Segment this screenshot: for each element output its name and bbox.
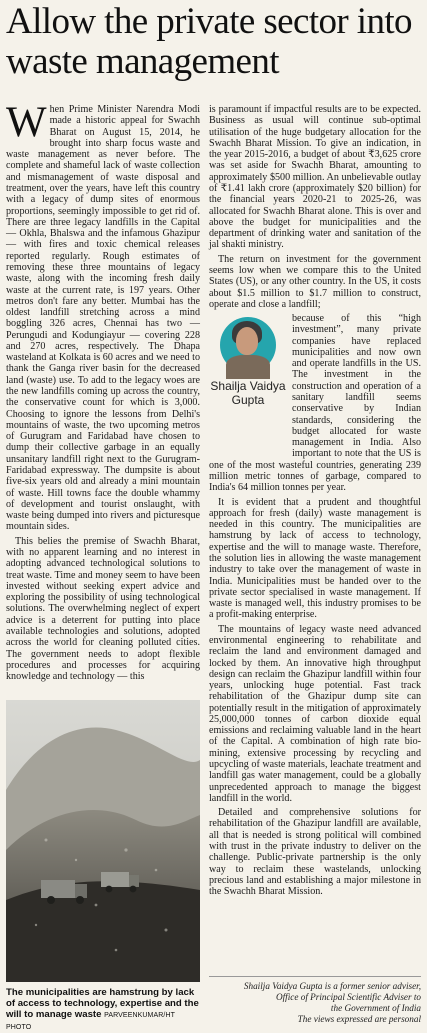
paragraph-4: The return on investment for the government seems low when we compare this to the United States (US), or any other country. In the US, it costs about $1.5 million to $1.7 million to construct, operate and close a landfill; (209, 253, 421, 310)
paragraph-5: because of this “high investment”, many private companies have replaced municipalities and now own and operate landfills in the US. The investment in the construction and operation of a sanitary landfill seems conservative by Indian standards, considering the budget allocated for waste management in India. Also important to note that the US is one of the most wasteful countries, generating 239 million metric tonnes of garbage, compared to India's 64 million tonnes per year. (209, 313, 421, 494)
paragraph-7: The mountains of legacy waste need advanced environmental engineering to rehabilitate and reclaim the land and environment damaged and locked by them. An innovative high throughput design can reclaim the Ghazipur landfill within four years, unlocking huge potential. Fast track rehabilitation of the Ghazipur dump site can potentially result in the mitigation of approximately 25,000,000 tonnes of carbon dioxide equal emissions and reclaiming valuable land in the heart of the Capital. A combination of high rate bio-mining, extensive processing by recycling and upcycling of waste materials, leachate treatment and landfill gas water management, could be a globally unprecedented approach to manage the biggest landfill in the world. (209, 623, 421, 804)
drop-cap: W (6, 99, 47, 146)
right-column (209, 104, 421, 900)
author-portrait (220, 317, 276, 373)
paragraph-2: This belies the premise of Swachh Bharat, with no apparent learning and no interest in adopting advanced technological solutions to treat waste. Time and money seem to have been invested without seeking expert advice and exploring the possibility of using technological solutions. The overwhelming neglect of expert advice is a deterrent for putting into place available technologies and solutions, adopted across the world for cleaning polluted cities. The government needs to adopt flexible procedures and processes for acquiring knowledge and technology — this (6, 535, 200, 683)
author-bio-line: The views expressed are personal (297, 1014, 421, 1024)
author-bio-line: Office of Principal Scientific Adviser to (275, 992, 421, 1002)
paragraph-1-text: hen Prime Minister Narendra Modi made a historic appeal for Swachh Bharat on August 15, 2014, he brought into sharp focus waste and waste management as never before. The complete and shameful lack of waste collection and mismanagement of waste disposal and treatment, over the years, have left this country with a legacy of dump sites of enormous proportions, seemingly impossible to get rid of. There are three legacy landfills in the Capital — Okhla, Bhalswa and the infamous Ghazipur — with fires and toxic chemical releases reported regularly. Rough estimates of removing these three mountains of legacy waste, along with the incoming fresh daily waste at the current rate, is 197 years. Other metros don't fare any better. Mumbai has the oldest landfill stretching across a mind boggling 326 acres, Chennai has two — Perungudi and Kodungiayur — covering 228 and 270 acres, respectively. The Dhapa wasteland at Kolkata is 60 acres and we need to thank the Ganga river basin for the decreased land (waste) use. To add to the legacy woes are the new landfills coming up across the country, the conservative count for which is 3,000. Choosing to ignore the lessons from Delhi's mountains of waste, the two upcoming metros of Gurugram and Faridabad have chosen to dump their collective garbage in an equally unsanitary landfill right next to the Gurugram-Faridabad expressway. The dumpsite is about five-six years old and already a mini mountain of waste. Hill towns face the double whammy of development and tourist onslaught, with waste being dumped into rivers and picturesque mountain sides. (6, 104, 200, 533)
author-name: Shailja Vaidya Gupta (210, 379, 286, 408)
landfill-photo (6, 700, 200, 982)
author-bio (209, 981, 421, 1025)
paragraph-1 (6, 99, 200, 533)
divider (209, 976, 421, 977)
left-column (6, 99, 200, 685)
photo-caption (6, 987, 200, 1033)
author-block (209, 313, 287, 447)
headline: Allow the private sector into waste management (6, 1, 412, 82)
author-bio-line: Shailja Vaidya Gupta is a former senior adviser, (243, 981, 421, 991)
paragraph-6: It is evident that a prudent and thoughtful approach for fresh (daily) waste management is needed in this country. The municipalities are hamstrung by lack of access to technology, expertise and the will to manage waste. Therefore, the solution lies in allowing the waste management industry to take over the management of waste in India. Municipalities must be handed over to the private sector specialised in waste management. If waste is managed well, this industry promises to be a profit-making enterprise. (209, 496, 421, 621)
author-bio-line: the Government of India (330, 1003, 421, 1013)
paragraph-3: is paramount if impactful results are to be expected. Business as usual will continue sub-optimal utilisation of the huge budgetary allocation for the Swachh Bharat Mission. To give an indication, in the year 2015-2016, a budget of about ₹3,625 crore was set aside for Swachh Bharat, amounting to approximately $500 million. An unbelievable outlay of ₹1.41 lakh crore (approximately $20 billion) for the financial years 2020-21 to 2025-26, was allocated for Swachh Bharat alone. This is over and above the budget for municipalities and the department of drinking water and sanitation of the jal shakti ministry. (209, 104, 421, 251)
photo-credit: PARVEENKUMAR/HT PHOTO (6, 1012, 175, 1031)
photo-caption-text: The municipalities are hamstrung by lack of access to technology, expertise and the will to manage waste (6, 987, 199, 1020)
paragraph-8: Detailed and comprehensive solutions for rehabilitation of the Ghazipur landfill are available, all that is needed is strong political will combined with trust in the private industry to deliver on the challenge. Public-private partnership is the only way to reclaim these wastelands, unlocking precious land and establishing a major milestone in the Swachh Bharat Mission. (209, 807, 421, 898)
